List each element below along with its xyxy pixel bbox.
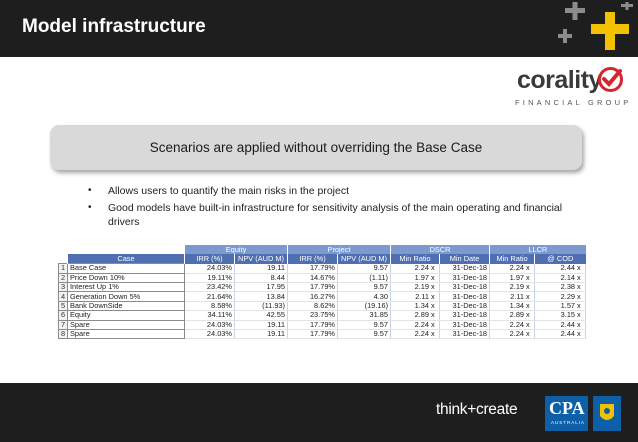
crest-icon (593, 396, 621, 431)
table-row (59, 283, 586, 292)
callout-banner: Scenarios are applied without overriding the Base Case (50, 125, 582, 170)
equity-irr-cell: 8.58% (185, 301, 235, 310)
dscr-min-ratio-cell-value: 2.24 (414, 320, 430, 329)
project-npv-cell: 9.57 (338, 264, 391, 273)
llcr-min-ratio-cell-value: 2.19 (509, 282, 525, 292)
ratio-unit: x (577, 282, 581, 292)
dscr-min-ratio-cell-value: 2.24 (414, 263, 430, 273)
llcr-cod-cell-value: 2.38 (560, 282, 576, 292)
dscr-min-ratio-cell-value: 1.34 (414, 301, 430, 311)
cpa-country: AUSTRALIA (551, 420, 586, 425)
equity-irr-cell: 24.03% (185, 264, 235, 273)
llcr-min-ratio-cell (490, 330, 535, 339)
table-row (59, 320, 586, 329)
llcr-min-ratio-cell-value: 2.24 (509, 263, 525, 273)
case-name-cell: Generation Down 5% (68, 292, 185, 301)
project-irr-cell: 16.27% (288, 292, 338, 301)
equity-npv-cell: 13.84 (235, 292, 288, 301)
bullet-dot-icon: • (88, 185, 92, 196)
bullet-dot-icon: • (88, 202, 92, 213)
bullet-list (88, 184, 588, 232)
ratio-unit: x (526, 282, 530, 292)
bullet-text: Good models have built-in infrastructure for sensitivity analysis of the main operating and financial drivers (108, 202, 563, 228)
ratio-unit: x (431, 301, 435, 311)
group-header-project: Project (288, 245, 391, 254)
llcr-cod-cell-value: 2.29 (560, 291, 576, 301)
project-npv-cell: 9.57 (338, 320, 391, 329)
cpa-logo-box (545, 396, 588, 431)
llcr-cod-cell-value: 3.15 (560, 310, 576, 320)
bullet-text: Allows users to quantify the main risks in the project (108, 185, 350, 197)
dscr-min-ratio-cell (391, 311, 440, 320)
ratio-unit: x (577, 263, 581, 273)
llcr-cod-cell (535, 264, 586, 273)
cpa-logo-text: CPA (549, 398, 585, 418)
column-header-case: Case (68, 254, 185, 263)
column-header-dscr-min-ratio: Min Ratio (391, 254, 440, 263)
llcr-cod-cell (535, 273, 586, 282)
equity-npv-cell: 19.11 (235, 330, 288, 339)
bullet-item (88, 201, 588, 229)
table-row (59, 264, 586, 273)
equity-irr-cell: 23.42% (185, 283, 235, 292)
ratio-unit: x (431, 273, 435, 282)
brand-subtitle: FINANCIAL GROUP (515, 98, 632, 107)
llcr-min-ratio-cell (490, 301, 535, 310)
table-row (59, 301, 586, 310)
ratio-unit: x (577, 273, 581, 282)
column-header-equity-irr: IRR (%) (185, 254, 235, 263)
table-row (59, 273, 586, 282)
ratio-unit: x (431, 282, 435, 292)
row-index: 5 (59, 301, 68, 310)
case-name-cell: Base Case (68, 264, 185, 273)
dscr-min-ratio-cell-value: 1.97 (414, 273, 430, 282)
project-irr-cell: 23.75% (288, 311, 338, 320)
scenario-table-container (58, 245, 585, 339)
table-row (59, 311, 586, 320)
corality-logo (513, 66, 631, 110)
dscr-min-ratio-cell-value: 2.11 (415, 291, 430, 301)
llcr-min-ratio-cell-value: 2.11 (510, 291, 525, 301)
column-header-dscr-min-date: Min Date (440, 254, 490, 263)
dscr-min-date-cell: 31-Dec-18 (440, 292, 490, 301)
project-npv-cell: 4.30 (338, 292, 391, 301)
equity-npv-cell: 19.11 (235, 320, 288, 329)
llcr-cod-cell-value: 2.44 (560, 263, 576, 273)
dscr-min-date-cell: 31-Dec-18 (440, 283, 490, 292)
ratio-unit: x (431, 291, 435, 301)
column-header-llcr-cod: @ COD (535, 254, 586, 263)
tagline: think+create (436, 401, 518, 418)
group-header-row (59, 245, 586, 254)
dscr-min-date-cell: 31-Dec-18 (440, 264, 490, 273)
ratio-unit: x (431, 263, 435, 273)
dscr-min-ratio-cell (391, 330, 440, 339)
project-npv-cell: (1.11) (338, 273, 391, 282)
table-row (59, 292, 586, 301)
dscr-min-ratio-cell-value: 2.24 (414, 329, 430, 339)
plus-signs-logo-icon (555, 2, 635, 54)
dscr-min-date-cell: 31-Dec-18 (440, 330, 490, 339)
case-name-cell: Price Down 10% (68, 273, 185, 282)
project-npv-cell: 9.57 (338, 330, 391, 339)
ratio-unit: x (577, 320, 581, 329)
dscr-min-ratio-cell (391, 264, 440, 273)
project-irr-cell: 8.62% (288, 301, 338, 310)
blank-header-cell (59, 245, 185, 254)
ratio-unit: x (577, 310, 581, 320)
column-header-project-irr: IRR (%) (288, 254, 338, 263)
case-name-cell: Spare (68, 320, 185, 329)
llcr-cod-cell (535, 311, 586, 320)
ratio-unit: x (526, 273, 530, 282)
llcr-min-ratio-cell (490, 320, 535, 329)
equity-irr-cell: 24.03% (185, 330, 235, 339)
scenario-table-body (59, 264, 586, 339)
dscr-min-date-cell: 31-Dec-18 (440, 320, 490, 329)
footer-bar (0, 383, 638, 442)
llcr-min-ratio-cell (490, 264, 535, 273)
row-index: 4 (59, 292, 68, 301)
column-header-llcr-min-ratio: Min Ratio (490, 254, 535, 263)
llcr-cod-cell-value: 2.44 (560, 329, 576, 339)
llcr-min-ratio-cell-value: 1.97 (509, 273, 525, 282)
equity-npv-cell: 17.95 (235, 283, 288, 292)
dscr-min-date-cell: 31-Dec-18 (440, 273, 490, 282)
dscr-min-ratio-cell (391, 273, 440, 282)
brand-name: corality (517, 66, 602, 94)
ratio-unit: x (526, 329, 530, 339)
equity-irr-cell: 19.11% (185, 273, 235, 282)
llcr-min-ratio-cell-value: 2.24 (509, 329, 525, 339)
llcr-min-ratio-cell-value: 2.89 (509, 310, 525, 320)
ratio-unit: x (526, 310, 530, 320)
column-header-row (59, 254, 586, 263)
project-irr-cell: 14.67% (288, 273, 338, 282)
dscr-min-ratio-cell (391, 292, 440, 301)
scenario-table (58, 245, 586, 339)
project-npv-cell: 9.57 (338, 283, 391, 292)
ratio-unit: x (526, 301, 530, 311)
equity-npv-cell: 42.55 (235, 311, 288, 320)
ratio-unit: x (526, 291, 530, 301)
project-npv-cell: 31.85 (338, 311, 391, 320)
llcr-cod-cell (535, 301, 586, 310)
column-header-project-npv: NPV (AUD M) (338, 254, 391, 263)
dscr-min-date-cell: 31-Dec-18 (440, 301, 490, 310)
equity-irr-cell: 24.03% (185, 320, 235, 329)
row-index: 7 (59, 320, 68, 329)
llcr-cod-cell (535, 320, 586, 329)
bullet-item (88, 184, 588, 198)
llcr-cod-cell-value: 2.14 (560, 273, 576, 282)
case-name-cell: Equity (68, 311, 185, 320)
checkmark-icon (598, 67, 623, 92)
row-index: 6 (59, 311, 68, 320)
row-index: 8 (59, 330, 68, 339)
table-row (59, 330, 586, 339)
dscr-min-ratio-cell-value: 2.89 (414, 310, 430, 320)
case-name-cell: Bank DownSide (68, 301, 185, 310)
dscr-min-ratio-cell-value: 2.19 (414, 282, 430, 292)
equity-npv-cell: 19.11 (235, 264, 288, 273)
project-irr-cell: 17.79% (288, 320, 338, 329)
slide-title: Model infrastructure (22, 16, 206, 37)
project-irr-cell: 17.79% (288, 264, 338, 273)
group-header-equity: Equity (185, 245, 288, 254)
ratio-unit: x (526, 320, 530, 329)
llcr-cod-cell (535, 330, 586, 339)
llcr-cod-cell-value: 1.57 (560, 301, 576, 311)
ratio-unit: x (431, 310, 435, 320)
ratio-unit: x (431, 329, 435, 339)
ratio-unit: x (577, 329, 581, 339)
cpa-logo (545, 396, 631, 431)
case-name-cell: Spare (68, 330, 185, 339)
blank-header-cell (59, 254, 68, 263)
ratio-unit: x (577, 291, 581, 301)
dscr-min-ratio-cell (391, 320, 440, 329)
llcr-min-ratio-cell (490, 273, 535, 282)
llcr-min-ratio-cell-value: 1.34 (509, 301, 525, 311)
case-name-cell: Interest Up 1% (68, 283, 185, 292)
ratio-unit: x (431, 320, 435, 329)
llcr-min-ratio-cell (490, 283, 535, 292)
project-npv-cell: (19.16) (338, 301, 391, 310)
llcr-min-ratio-cell (490, 311, 535, 320)
row-index: 3 (59, 283, 68, 292)
equity-irr-cell: 34.11% (185, 311, 235, 320)
project-irr-cell: 17.79% (288, 330, 338, 339)
group-header-llcr: LLCR (490, 245, 586, 254)
dscr-min-date-cell: 31-Dec-18 (440, 311, 490, 320)
column-header-equity-npv: NPV (AUD M) (235, 254, 288, 263)
llcr-min-ratio-cell (490, 292, 535, 301)
llcr-cod-cell-value: 2.44 (560, 320, 576, 329)
title-bar (0, 0, 638, 57)
equity-npv-cell: 8.44 (235, 273, 288, 282)
row-index: 1 (59, 264, 68, 273)
llcr-cod-cell (535, 292, 586, 301)
group-header-dscr: DSCR (391, 245, 490, 254)
ratio-unit: x (577, 301, 581, 311)
dscr-min-ratio-cell (391, 283, 440, 292)
dscr-min-ratio-cell (391, 301, 440, 310)
equity-irr-cell: 21.64% (185, 292, 235, 301)
llcr-min-ratio-cell-value: 2.24 (509, 320, 525, 329)
equity-npv-cell: (11.93) (235, 301, 288, 310)
llcr-cod-cell (535, 283, 586, 292)
row-index: 2 (59, 273, 68, 282)
ratio-unit: x (526, 263, 530, 273)
project-irr-cell: 17.79% (288, 283, 338, 292)
